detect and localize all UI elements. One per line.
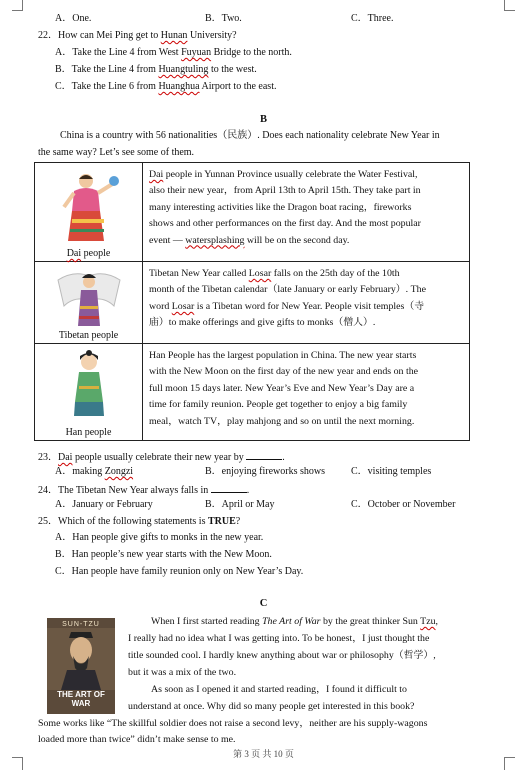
section-b-intro-1: China is a country with 56 nationalities（民族）. Does each nationality celebrate New Year in [60, 130, 440, 141]
q22-option-b: B．Take the Line 4 from Huangtuling to the west. [55, 64, 257, 75]
book-author: SUN-TZU [62, 621, 100, 628]
q21-options [55, 12, 394, 26]
crop-mark-top-right [504, 0, 515, 11]
section-c-p1-line1: When I first started reading The Art of War by the great thinker Sun Tzu, [151, 616, 438, 627]
q22-option-a: A．Take the Line 4 from West Fuyuan Bridge to the north. [55, 47, 292, 58]
q24-stem: 24．The Tibetan New Year always falls in . [38, 482, 249, 498]
q21-option-b: B．Two. [205, 13, 242, 24]
nationality-table [34, 162, 470, 441]
q23-option-a: A．making Zongzi [55, 466, 134, 477]
tibetan-description: Tibetan New Year called Losar falls on the 25th day of the 10th month of the Tibetan calendar（late January or early February）. The word Losar is a Tibetan word for New Year. People visit temples（寺 庙）to make offerings and give gifts to monks（僧人）. [143, 262, 470, 344]
section-b-heading: B [259, 114, 267, 125]
tibetan-image-cell [35, 262, 143, 344]
section-b-intro-2: the same way? Let’s see some of them. [38, 147, 195, 158]
q25-option-c: C．Han people have family reunion only on New Year’s Day. [55, 566, 304, 577]
han-image-cell [35, 344, 143, 441]
q21-option-c: C．Three. [351, 13, 394, 24]
q23-option-c: C．visiting temples [351, 466, 432, 477]
table-row-dai [35, 163, 470, 262]
q23-blank[interactable] [246, 449, 282, 460]
q24-option-c: C．October or November [351, 499, 456, 510]
section-c-p1-line2: I really had no idea what I was getting into. To be honest，I just thought the [128, 633, 430, 644]
q21-option-a: A．One. [55, 13, 92, 24]
crop-mark-top-left [12, 0, 23, 11]
tibetan-caption: Tibetan people [58, 330, 119, 341]
section-c-heading: C [259, 598, 268, 609]
dai-caption: Dai people [66, 248, 111, 259]
q23-options [55, 465, 431, 479]
han-people-illustration [66, 350, 112, 420]
q24-blank[interactable] [211, 482, 247, 493]
tibetan-people-illustration [54, 266, 124, 328]
dai-people-illustration [58, 171, 120, 243]
table-row-han [35, 344, 470, 441]
q22-hunan: Hunan [160, 30, 188, 41]
q24-options [55, 498, 455, 512]
section-c-p1-line4: but it was a mix of the two. [128, 667, 237, 678]
q24-option-a: A．January or February [55, 499, 153, 510]
q23-option-b: B．enjoying fireworks shows [205, 466, 325, 477]
art-of-war-book-cover [47, 618, 115, 714]
page-number-footer: 第 3 页 共 10 页 [233, 749, 294, 759]
q22-stem: 22．How can Mei Ping get to Hunan University? [38, 30, 237, 41]
book-title: THE ART OF WAR [57, 690, 105, 708]
sun-tzu-portrait-icon [47, 628, 115, 690]
han-caption: Han people [65, 427, 112, 438]
q25-option-b: B．Han people’s new year starts with the New Moon. [55, 549, 272, 560]
han-description: Han People has the largest population in China. The new year starts with the New Moon on the first day of the new year and ends on the full moon 15 days later. New Year’s Eve and New Year’s Day are a time for family reunion. People get together to enjoy a big family meal，watch TV，play mahjong and so on until the next morning. [143, 344, 470, 441]
section-c-p1-line3: title sounded cool. I hardly knew anything about war or philosophy（哲学）, [128, 650, 436, 661]
table-row-tibetan [35, 262, 470, 344]
dai-image-cell [35, 163, 143, 262]
section-c-p2-line4: loaded more than twice” didn’t make sense to me. [38, 734, 236, 745]
q22-option-c: C．Take the Line 6 from Huanghua Airport to the east. [55, 81, 277, 92]
section-c-p2-line2: understand at once. Why did so many people get interested in this book? [128, 701, 415, 712]
q25-stem: 25．Which of the following statements is TRUE? [38, 516, 241, 527]
q23-stem: 23．Dai people usually celebrate their new year by . [38, 449, 285, 465]
section-c-p2-line3: Some works like “The skillful soldier does not raise a second levy，neither are his supply-wagons [38, 718, 428, 729]
q25-option-a: A．Han people give gifts to monks in the new year. [55, 532, 264, 543]
dai-description: Dai people in Yunnan Province usually celebrate the Water Festival, also their new year，from April 13th to April 15th. They take part in many interesting activities like the Dragon boat racing，fireworks shows and other performances on the first day. And the most popular event — watersplashing will be on the second day. [143, 163, 470, 262]
q24-option-b: B．April or May [205, 499, 275, 510]
section-c-p2-line1: As soon as I opened it and started reading，I found it difficult to [151, 684, 407, 695]
